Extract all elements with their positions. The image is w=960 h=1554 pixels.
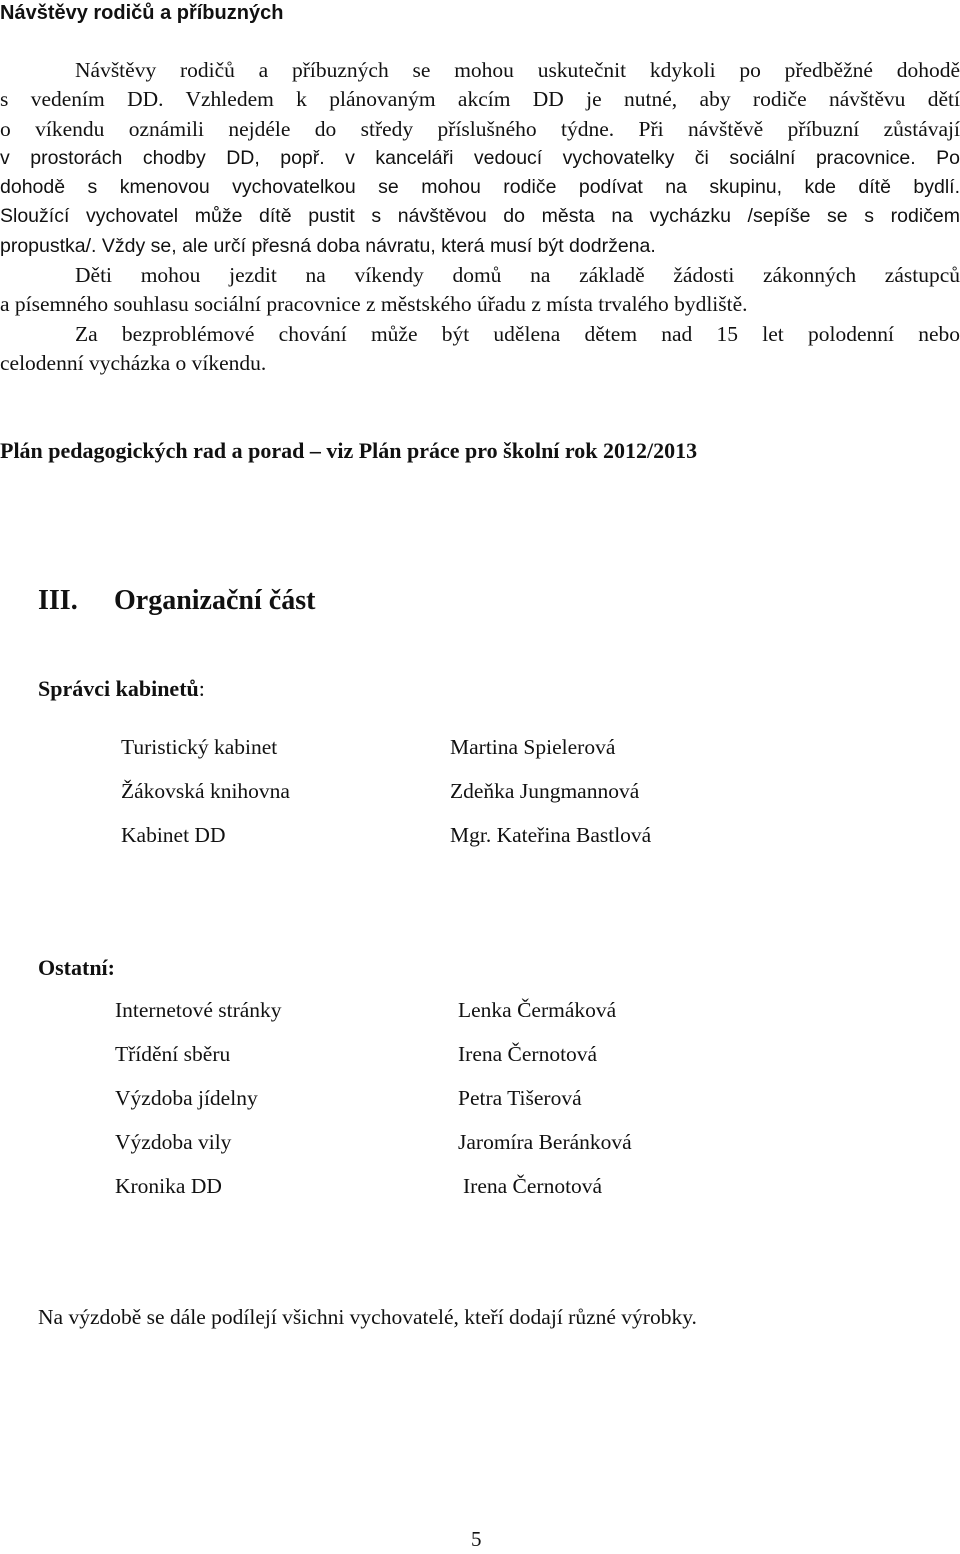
paragraph-line: a písemného souhlasu sociální pracovnice z městského úřadu z místa trvalého bydliště.	[0, 292, 748, 317]
part-title: Organizační část	[114, 585, 316, 616]
other-person: Lenka Čermáková	[458, 998, 617, 1022]
cabinet-person: Mgr. Kateřina Bastlová	[450, 823, 652, 847]
plan-heading: Plán pedagogických rad a porad – viz Plán práce pro školní rok 2012/2013	[0, 438, 698, 463]
other-heading: Ostatní:	[38, 955, 115, 980]
cabinets-heading-text: Správci kabinetů	[38, 676, 199, 701]
paragraph-line: propustka/. Vždy se, ale určí přesná doba návratu, která musí být dodržena.	[0, 234, 656, 257]
paragraph-line: dohodě s kmenovou vychovatelkou se mohou rodiče podívat na skupinu, kde dítě bydlí.	[0, 176, 960, 199]
paragraph-line: s vedením DD. Vzhledem k plánovaným akcím DD je nutné, aby rodiče návštěvu dětí	[0, 87, 960, 112]
paragraph-line: Děti mohou jezdit na víkendy domů na základě žádosti zákonných zástupců	[75, 263, 960, 287]
other-item: Internetové stránky	[115, 998, 282, 1022]
paragraph-line: o víkendu oznámili nejdéle do středy příslušného týdne. Při návštěvě příbuzní zůstávají	[0, 116, 960, 141]
part-number: III.	[38, 585, 78, 616]
other-item: Třídění sběru	[115, 1042, 231, 1066]
paragraph-line: Za bezproblémové chování může být udělena dětem nad 15 let polodenní nebo	[75, 322, 960, 346]
outing-paragraph	[0, 320, 960, 379]
cabinet-item: Turistický kabinet	[121, 735, 278, 759]
paragraph-line: celodenní vycházka o víkendu.	[0, 351, 267, 376]
other-person: Petra Tišerová	[458, 1086, 582, 1110]
section-title: Návštěvy rodičů a příbuzných	[0, 2, 284, 24]
cabinet-person: Zdeňka Jungmannová	[450, 779, 640, 803]
paragraph-line: Sloužící vychovatel může dítě pustit s návštěvou do města na vycházku /sepíše se s rodičem	[0, 205, 960, 228]
cabinet-item: Žákovská knihovna	[121, 779, 290, 803]
paragraph-line: Návštěvy rodičů a příbuzných se mohou uskutečnit kdykoli po předběžné dohodě	[75, 58, 960, 82]
part-heading	[38, 585, 315, 617]
footer-note: Na výzdobě se dále podílejí všichni vychovatelé, kteří dodají různé výrobky.	[38, 1305, 697, 1329]
weekend-paragraph	[0, 261, 960, 320]
page-number: 5	[471, 1527, 482, 1551]
other-item: Kronika DD	[115, 1174, 222, 1198]
other-person: Irena Černotová	[458, 1042, 598, 1066]
cabinets-heading	[38, 676, 205, 702]
other-item: Výzdoba vily	[115, 1130, 232, 1154]
other-person: Irena Černotová	[463, 1174, 603, 1198]
cabinet-item: Kabinet DD	[121, 823, 226, 847]
other-item: Výzdoba jídelny	[115, 1086, 258, 1110]
paragraph-line: v prostorách chodby DD, popř. v kanceláři vedoucí vychovatelky či sociální pracovnice. Po	[0, 146, 960, 169]
cabinet-person: Martina Spielerová	[450, 735, 616, 759]
cabinets-heading-colon: :	[198, 676, 205, 701]
other-person: Jaromíra Beránková	[458, 1130, 632, 1154]
visits-paragraph	[0, 56, 960, 261]
